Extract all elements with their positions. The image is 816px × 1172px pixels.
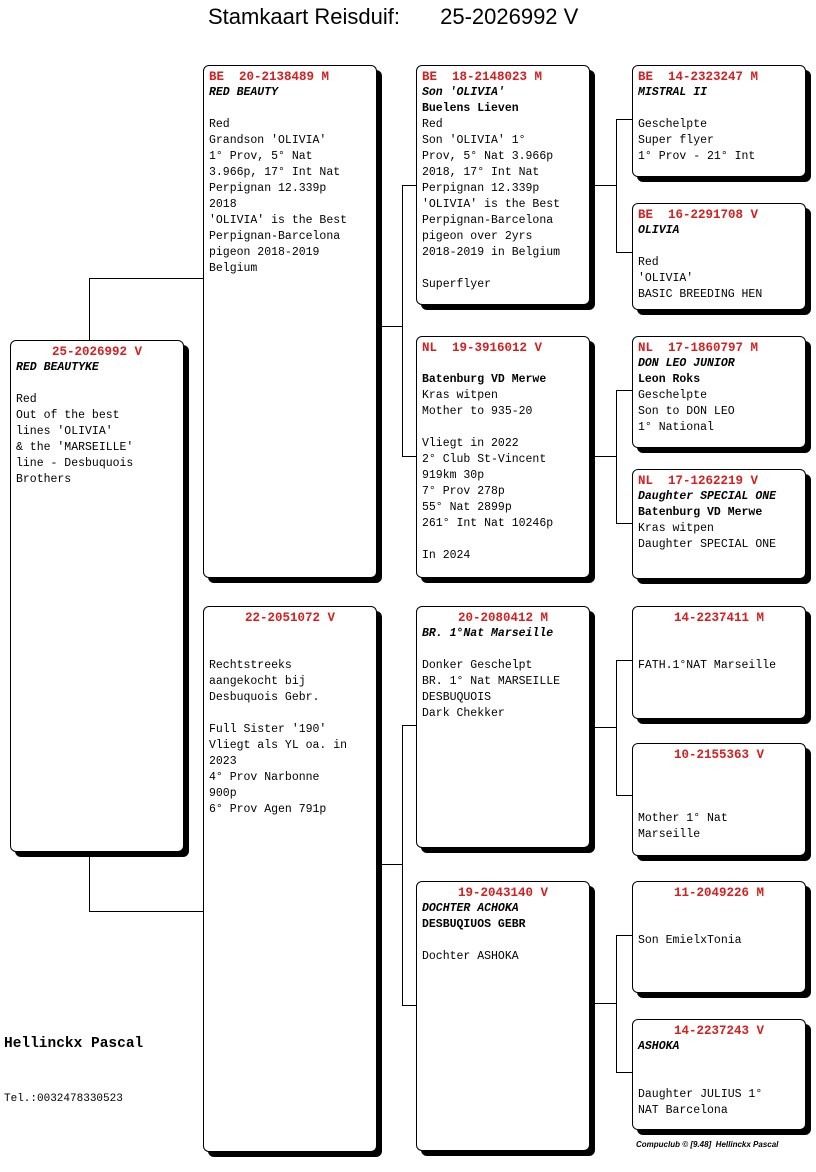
- connector-line: [376, 864, 402, 865]
- ring-number: NL 17-1262219 V: [638, 474, 759, 488]
- pigeon-card-subject[interactable]: [10, 340, 184, 852]
- connector-line: [376, 326, 402, 327]
- pigeon-name: Son 'OLIVIA': [422, 86, 505, 99]
- ring-number: BE 14-2323247 M: [638, 70, 759, 84]
- title-ring-number: 25-2026992 V: [440, 4, 579, 29]
- pigeon-description: FATH.1°NAT Marseille: [638, 659, 777, 672]
- ring-number: NL 19-3916012 V: [422, 341, 543, 355]
- ring-number: 14-2237243 V: [673, 1024, 764, 1038]
- ring-number: BE 18-2148023 M: [422, 70, 543, 84]
- pigeon-description: Geschelpte Super flyer 1° Prov - 21° Int: [638, 118, 756, 163]
- pigeon-name: DON LEO JUNIOR: [638, 357, 735, 370]
- pigeon-name: DOCHTER ACHOKA: [422, 902, 519, 915]
- pigeon-card-sire-sire-dam[interactable]: [632, 203, 806, 310]
- connector-line: [616, 660, 633, 661]
- pigeon-name: ASHOKA: [638, 1040, 680, 1053]
- connector-line: [402, 456, 417, 457]
- pigeon-description: Mother 1° Nat Marseille: [638, 812, 728, 841]
- connector-line: [402, 1005, 417, 1006]
- pigeon-card-sire-dam[interactable]: [416, 336, 590, 578]
- pigeon-card-dam-sire-dam[interactable]: [632, 743, 806, 856]
- connector-line: [616, 523, 633, 524]
- software-footer: Compuclub © [9.48] Hellinckx Pascal: [636, 1140, 779, 1149]
- connector-line: [590, 1003, 616, 1004]
- breeder-phone: Tel.:0032478330523: [4, 1093, 123, 1105]
- pigeon-card-sire[interactable]: [203, 65, 377, 578]
- pigeon-description: Son EmielxTonia: [638, 934, 742, 947]
- ring-number: 10-2155363 V: [673, 748, 764, 762]
- pigeon-name: Daughter SPECIAL ONE: [638, 490, 777, 503]
- connector-line: [590, 456, 616, 457]
- ring-number: 20-2080412 M: [457, 611, 548, 625]
- pigeon-card-dam-sire[interactable]: [416, 606, 590, 848]
- connector-line: [616, 252, 633, 253]
- pigeon-name: [422, 356, 584, 372]
- pigeon-owner: Batenburg VD Merwe: [638, 506, 763, 519]
- pigeon-card-dam-sire-sire[interactable]: [632, 606, 806, 719]
- pigeon-name: [209, 626, 371, 642]
- connector-line: [616, 390, 633, 391]
- connector-line: [616, 390, 617, 524]
- pigeon-card-dam-dam-sire[interactable]: [632, 881, 806, 993]
- connector-line: [89, 278, 204, 279]
- ring-number: NL 17-1860797 M: [638, 341, 759, 355]
- pigeon-owner: DESBUQIUOS GEBR: [422, 918, 526, 931]
- pigeon-owner: Batenburg VD Merwe: [422, 373, 547, 386]
- connector-line: [402, 725, 403, 1006]
- pigeon-description: Red Out of the best lines 'OLIVIA' & the 'MARSEILLE' line - Desbuquois Brothers: [16, 393, 134, 486]
- ring-number: 19-2043140 V: [457, 886, 548, 900]
- pigeon-card-sire-dam-sire[interactable]: [632, 336, 806, 448]
- connector-line: [402, 185, 417, 186]
- pigeon-description: Dochter ASHOKA: [422, 950, 519, 963]
- connector-line: [616, 1072, 633, 1073]
- ring-number: BE 20-2138489 M: [209, 70, 330, 84]
- pigeon-card-sire-sire[interactable]: [416, 65, 590, 305]
- pigeon-name: RED BEAUTYKE: [16, 361, 99, 374]
- pigeon-description: Kras witpen Daughter SPECIAL ONE: [638, 522, 777, 551]
- pigeon-description: Red Son 'OLIVIA' 1° Prov, 5° Nat 3.966p 2018, 17° Int Nat Perpignan 12.339p 'OLIVIA' is the Best Perpignan-Barcelona pigeon over 2yrs 2018-2019 in Belgium Superflyer: [422, 118, 561, 291]
- ring-number: BE 16-2291708 V: [638, 208, 759, 222]
- pigeon-description: Kras witpen Mother to 935-20 Vliegt in 2022 2° Club St-Vincent 919km 30p 7° Prov 278p 55° Nat 2899p 261° Int Nat 10246p In 2024: [422, 389, 554, 562]
- pigeon-owner: Buelens Lieven: [422, 102, 519, 115]
- title-label: Stamkaart Reisduif:: [208, 4, 400, 29]
- connector-line: [616, 660, 617, 796]
- pigeon-card-sire-sire-sire[interactable]: [632, 65, 806, 177]
- pigeon-card-dam-dam[interactable]: [416, 881, 590, 1151]
- pigeon-description: Donker Geschelpt BR. 1° Nat MARSEILLE DESBUQUOIS Dark Chekker: [422, 659, 561, 720]
- ring-number: 25-2026992 V: [51, 345, 142, 359]
- pigeon-name: OLIVIA: [638, 224, 680, 237]
- connector-line: [402, 185, 403, 457]
- connector-line: [89, 278, 90, 340]
- connector-line: [616, 119, 633, 120]
- pigeon-name: RED BEAUTY: [209, 86, 279, 99]
- connector-line: [590, 727, 616, 728]
- pigeon-card-dam[interactable]: [203, 606, 377, 1152]
- page-title: [208, 4, 728, 34]
- connector-line: [89, 852, 90, 912]
- pigeon-description: Red Grandson 'OLIVIA' 1° Prov, 5° Nat 3.966p, 17° Int Nat Perpignan 12.339p 2018 'OLIVIA' is the Best Perpignan-Barcelona pigeon 2018-2019 Belgium: [209, 118, 348, 275]
- connector-line: [616, 119, 617, 253]
- pigeon-description: Red 'OLIVIA' BASIC BREEDING HEN: [638, 256, 763, 301]
- pigeon-description: Daughter JULIUS 1° NAT Barcelona: [638, 1088, 763, 1117]
- connector-line: [590, 185, 616, 186]
- connector-line: [89, 911, 204, 912]
- connector-line: [616, 795, 633, 796]
- pigeon-owner: Leon Roks: [638, 373, 701, 386]
- connector-line: [616, 935, 633, 936]
- ring-number: 11-2049226 M: [673, 886, 764, 900]
- connector-line: [402, 725, 417, 726]
- pigeon-name: BR. 1°Nat Marseille: [422, 627, 554, 640]
- pigeon-card-sire-dam-dam[interactable]: [632, 469, 806, 579]
- pigeon-description: Geschelpte Son to DON LEO 1° National: [638, 389, 735, 434]
- connector-line: [616, 935, 617, 1073]
- ring-number: 14-2237411 M: [673, 611, 764, 625]
- pigeon-card-dam-dam-dam[interactable]: [632, 1019, 806, 1130]
- breeder-name: Hellinckx Pascal: [4, 1036, 144, 1052]
- ring-number: 22-2051072 V: [244, 611, 335, 625]
- pigeon-name: MISTRAL II: [638, 86, 708, 99]
- pigeon-description: Rechtstreeks aangekocht bij Desbuquois Gebr. Full Sister '190' Vliegt als YL oa. in 2023 4° Prov Narbonne 900p 6° Prov Agen 791p: [209, 659, 348, 816]
